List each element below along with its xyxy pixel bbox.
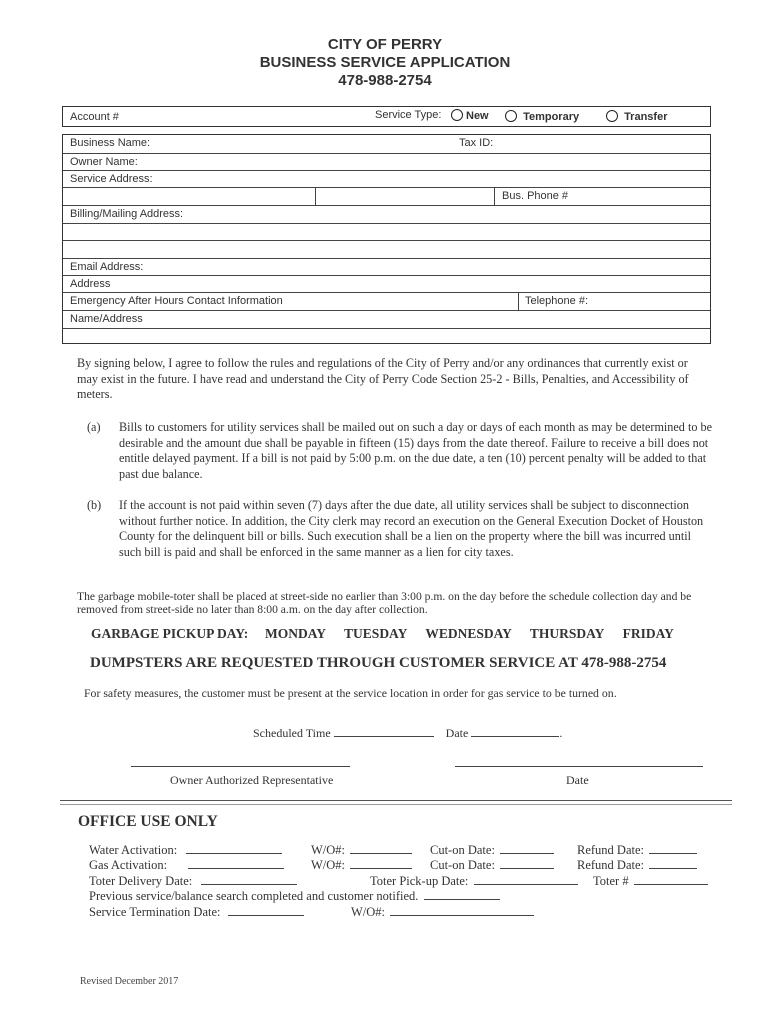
radio-transfer-icon[interactable] bbox=[606, 110, 618, 122]
toter-pickup-field[interactable] bbox=[474, 873, 578, 885]
toter-pickup-row bbox=[370, 873, 578, 889]
gas-refund-row bbox=[577, 857, 697, 873]
service-type-label: Service Type: bbox=[375, 109, 442, 121]
owner-name-row[interactable] bbox=[63, 153, 710, 170]
scheduled-time-label: Scheduled Time bbox=[253, 726, 331, 740]
address-row[interactable] bbox=[63, 275, 710, 292]
safety-notice: For safety measures, the customer must be present at the service location in order for gas service to be turned on. bbox=[84, 686, 617, 700]
cut-on-label: Cut-on Date: bbox=[430, 858, 495, 872]
previous-service-row bbox=[89, 888, 500, 904]
name-address-line2-row[interactable] bbox=[63, 328, 710, 344]
header-phone: 478-988-2754 bbox=[338, 72, 432, 89]
garbage-note: The garbage mobile-toter shall be placed at street-side no earlier than 3:00 p.m. on the day before the schedule collection day and be removed from street-side no later than 8:00 a.m. on the day after collection. bbox=[77, 590, 692, 616]
service-type-new[interactable]: New bbox=[451, 109, 489, 122]
toter-delivery-field[interactable] bbox=[201, 873, 297, 885]
termination-row bbox=[89, 904, 304, 920]
toter-delivery-row bbox=[89, 873, 297, 889]
dumpster-notice: DUMPSTERS ARE REQUESTED THROUGH CUSTOMER SERVICE AT 478-988-2754 bbox=[90, 655, 667, 671]
water-refund-row bbox=[577, 842, 697, 858]
pickup-day-friday: FRIDAY bbox=[622, 626, 674, 641]
wo-label: W/O#: bbox=[351, 905, 386, 919]
clause-a-marker: (a) bbox=[87, 420, 101, 434]
gas-cuton-row bbox=[430, 857, 554, 873]
water-activation-label: Water Activation: bbox=[89, 843, 178, 857]
form-subtitle: BUSINESS SERVICE APPLICATION bbox=[259, 54, 511, 71]
toter-number-field[interactable] bbox=[634, 873, 708, 885]
refund-label: Refund Date: bbox=[577, 858, 644, 872]
water-activation-row bbox=[89, 842, 282, 858]
toter-delivery-label: Toter Delivery Date: bbox=[89, 874, 193, 888]
refund-label: Refund Date: bbox=[577, 843, 644, 857]
termination-label: Service Termination Date: bbox=[89, 905, 221, 919]
applicant-form bbox=[62, 134, 711, 344]
gas-wo-row bbox=[311, 857, 412, 873]
pickup-day-monday: MONDAY bbox=[265, 626, 326, 641]
cut-on-label: Cut-on Date: bbox=[430, 843, 495, 857]
service-type-transfer[interactable]: Transfer bbox=[606, 110, 667, 123]
termination-field[interactable] bbox=[228, 904, 304, 916]
billing-address-row[interactable] bbox=[63, 205, 710, 223]
gas-activation-label: Gas Activation: bbox=[89, 858, 168, 872]
billing-address-label: Billing/Mailing Address: bbox=[70, 208, 184, 220]
gas-refund-field[interactable] bbox=[649, 857, 697, 869]
bus-phone-label: Bus. Phone # bbox=[502, 190, 569, 202]
signature-date-line[interactable] bbox=[455, 766, 703, 767]
schedule-row: Scheduled Time Date . bbox=[253, 726, 563, 740]
clause-a-text: Bills to customers for utility services shall be mailed out on such a day or days of each month as may be determined to be desirable and the amount due shall be payable in fifteen (15) days from the date thereof. Failure to receive a bill does not entitle delayed payment. If a bill is not paid by 5:00 p.m. on the due date, a ten (10) percent penalty will be added to that past due balance. bbox=[119, 420, 712, 481]
billing-address-line2-row[interactable] bbox=[63, 223, 710, 240]
termination-wo-row bbox=[351, 904, 534, 920]
tax-id-label: Tax ID: bbox=[459, 137, 494, 149]
radio-new-icon[interactable] bbox=[451, 109, 463, 121]
clause-b-text: If the account is not paid within seven (7) days after the due date, all utility services shall be subject to disconnection without further notice. In addition, the City clerk may record an execution on the General Execution Docket of Houston County for the delinquent bill or bills. Such execution shall be a lien on the property where the bill was incurred until such bill is paid and shall be enforced in the same manner as a lien for city taxes. bbox=[119, 498, 704, 559]
wo-label: W/O#: bbox=[311, 843, 346, 857]
business-name-row[interactable] bbox=[63, 135, 710, 153]
scheduled-time-field[interactable] bbox=[334, 725, 434, 737]
emergency-label: Emergency After Hours Contact Information bbox=[70, 295, 283, 307]
service-address-line2-row[interactable] bbox=[63, 187, 710, 205]
divider bbox=[315, 188, 316, 206]
pickup-days-line bbox=[91, 626, 674, 642]
toter-pickup-label: Toter Pick-up Date: bbox=[370, 874, 469, 888]
water-wo-row bbox=[311, 842, 412, 858]
wo-label: W/O#: bbox=[311, 858, 346, 872]
account-label: Account # bbox=[70, 111, 119, 123]
gas-wo-field[interactable] bbox=[350, 857, 412, 869]
water-cuton-field[interactable] bbox=[500, 842, 554, 854]
gas-activation-field[interactable] bbox=[188, 857, 284, 869]
address-label: Address bbox=[70, 278, 111, 290]
pickup-day-thursday: THURSDAY bbox=[529, 626, 604, 641]
account-row bbox=[62, 106, 711, 127]
previous-service-label: Previous service/balance search completed and customer notified. bbox=[89, 889, 419, 903]
gas-cuton-field[interactable] bbox=[500, 857, 554, 869]
gas-activation-row bbox=[89, 857, 284, 873]
form-title: CITY OF PERRY bbox=[327, 36, 443, 53]
office-separator bbox=[60, 800, 732, 805]
signature-line[interactable] bbox=[131, 766, 350, 767]
toter-number-label: Toter # bbox=[593, 874, 629, 888]
toter-number-row bbox=[593, 873, 708, 889]
schedule-date-field[interactable] bbox=[471, 725, 559, 737]
revision-note: Revised December 2017 bbox=[80, 976, 179, 987]
office-title: OFFICE USE ONLY bbox=[78, 813, 218, 830]
owner-name-label: Owner Name: bbox=[70, 156, 138, 168]
previous-service-field[interactable] bbox=[424, 888, 500, 900]
telephone-label: Telephone #: bbox=[525, 295, 588, 307]
water-cuton-row bbox=[430, 842, 554, 858]
name-address-label: Name/Address bbox=[70, 313, 143, 325]
signature-date-label: Date bbox=[566, 773, 589, 787]
pickup-day-wednesday: WEDNESDAY bbox=[425, 626, 512, 641]
service-address-label: Service Address: bbox=[70, 173, 153, 185]
agreement-text: By signing below, I agree to follow the rules and regulations of the City of Perry and/or any ordinances that currently exist or may exist in the future. I have read and understand the City of Perry Code Section 25-2 - Bills, Penalties, and Accessibility of meters. bbox=[77, 356, 689, 401]
email-row[interactable] bbox=[63, 258, 710, 275]
business-name-label: Business Name: bbox=[70, 137, 151, 149]
schedule-date-label: Date bbox=[445, 726, 469, 740]
pickup-day-tuesday: TUESDAY bbox=[344, 626, 407, 641]
billing-address-line3-row[interactable] bbox=[63, 240, 710, 258]
service-type-temporary[interactable]: Temporary bbox=[505, 110, 579, 123]
water-refund-field[interactable] bbox=[649, 842, 697, 854]
emergency-contact-row[interactable] bbox=[63, 292, 710, 310]
radio-temporary-icon[interactable] bbox=[505, 110, 517, 122]
clause-b-marker: (b) bbox=[87, 498, 102, 512]
termination-wo-field[interactable] bbox=[390, 904, 534, 916]
water-wo-field[interactable] bbox=[350, 842, 412, 854]
rep-label: Owner Authorized Representative bbox=[170, 773, 334, 787]
divider bbox=[494, 188, 495, 206]
divider bbox=[518, 293, 519, 311]
pickup-label: GARBAGE PICKUP DAY: bbox=[91, 626, 249, 641]
email-label: Email Address: bbox=[70, 261, 144, 273]
name-address-row[interactable] bbox=[63, 310, 710, 328]
water-activation-field[interactable] bbox=[186, 842, 282, 854]
service-address-row[interactable] bbox=[63, 170, 710, 187]
